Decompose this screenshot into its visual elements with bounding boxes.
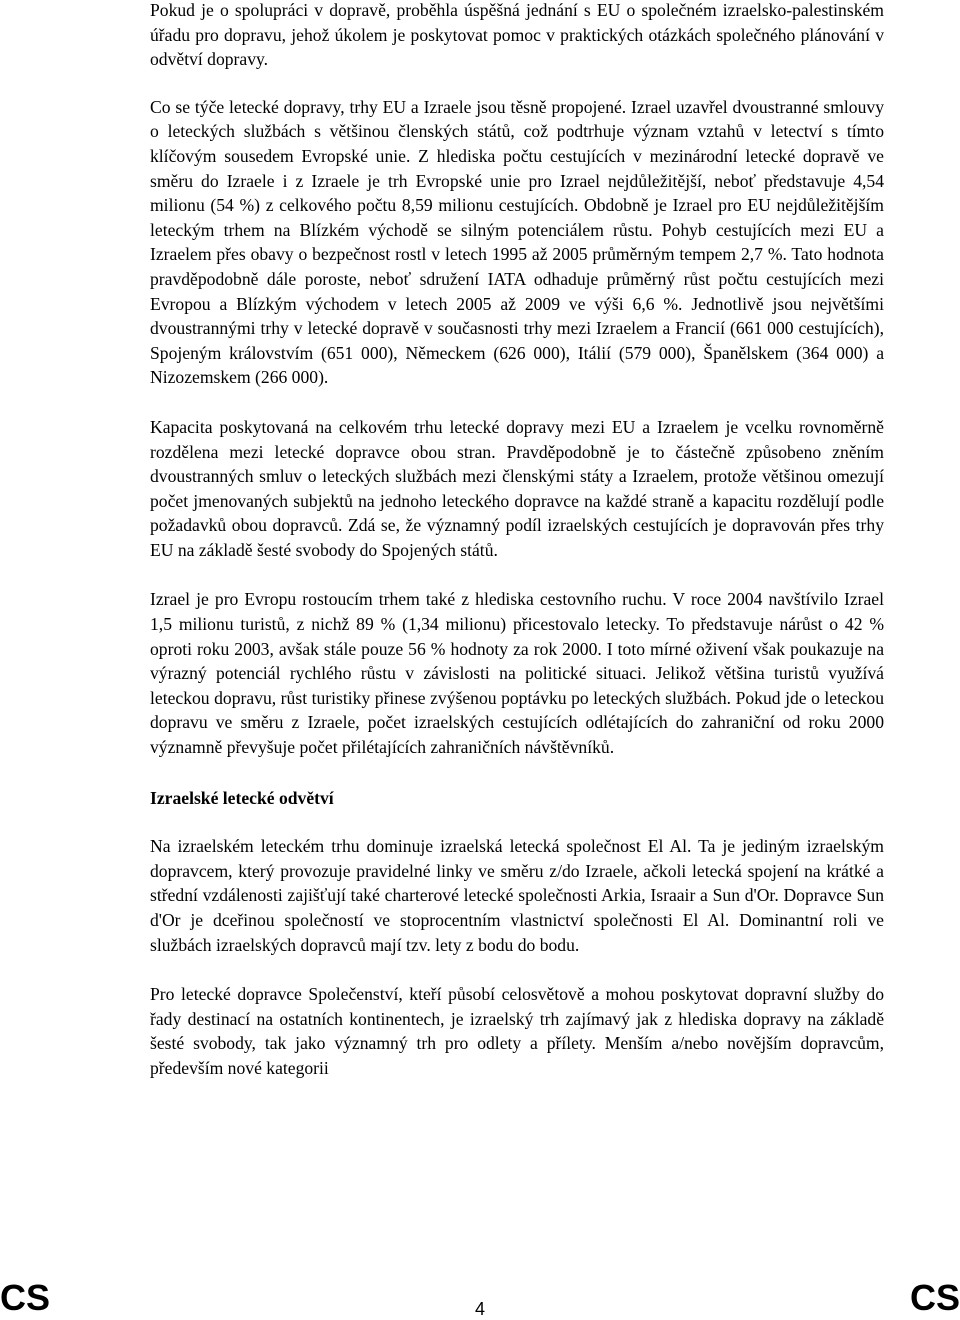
paragraph-air-transport-markets: Co se týče letecké dopravy, trhy EU a Izraele jsou těsně propojené. Izrael uzavřel dvoustranné smlouvy o leteckých službách s většinou členských států, což podtrhuje význam vztahů v letectví s tímto klíčovým sousedem Evropské unie. Z hlediska počtu cestujících v mezinárodní letecké dopravě ve směru do Izraele i z Izraele je trh Evropské unie pro Izrael nejdůležitější, neboť představuje 4,54 milionu (54 %) z celkového počtu 8,59 milionu cestujících. Obdobně je Izrael pro EU nejdůležitějším leteckým trhem na Blízkém východě se silným potenciálem růstu. Pohyb cestujících mezi EU a Izraelem přes obavy o bezpečnost rostl v letech 1995 až 2005 průměrným tempem 2,7 %. Tato hodnota pravděpodobně dále poroste, neboť sdružení IATA odhaduje průměrný růst počtu cestujících mezi Evropou a Blízkým východem v letech 2005 až 2009 ve výši 6,6 %. Jednotlivě jsou největšími dvoustrannými trhy v letecké dopravě v současnosti trhy mezi Izraelem a Francií (661 000 cestujících), Spojeným královstvím (651 000), Německem (626 000), Itálií (579 000), Španělskem (364 000) a Nizozemskem (266 000).: [150, 96, 884, 388]
document-body: [150, 0, 884, 1081]
paragraph-tourism: Izrael je pro Evropu rostoucím trhem také z hlediska cestovního ruchu. V roce 2004 navštívilo Izrael 1,5 milionu turistů, z nichž 89 % (1,34 milionu) přicestovalo letecky. To představuje nárůst o 42 % oproti roku 2003, avšak stále pouze 56 % hodnoty za rok 2000. I toto mírné oživení však poukazuje na výrazný potenciál rychlého růstu v závislosti na politické situaci. Jelikož většina turistů využívá leteckou dopravu, růst turistiky přinese zvýšenou poptávku po leteckých službách. Pokud jde o leteckou dopravu ve směru z Izraele, počet izraelských cestujících odlétajících do zahraniční od roku 2000 významně převyšuje počet přilétajících zahraničních návštěvníků.: [150, 589, 884, 758]
page-number: 4: [474, 1299, 485, 1319]
paragraph-transport-cooperation: Pokud je o spolupráci v dopravě, proběhla úspěšná jednání s EU o společném izraelsko-palestinském úřadu pro dopravu, jehož úkolem je poskytovat pomoc v praktických otázkách společného plánování v odvětví dopravy.: [150, 0, 884, 70]
footer-language-code-left: CS: [0, 1277, 51, 1318]
paragraph-capacity: Kapacita poskytovaná na celkovém trhu letecké dopravy mezi EU a Izraelem je vcelku rovnoměrně rozdělena mezi letecké dopravce obou stran. Pravděpodobně je to částečně způsobeno zněním dvoustranných smluv o leteckých službách mezi členskými státy a Izraelem, protože většinou omezují počet jmenovaných subjektů na jednoho leteckého dopravce na každé straně a kapacitu rozdělují podle požadavků obou dopravců. Zdá se, že významný podíl izraelských cestujících je dopravován přes trhy EU na základě šesté svobody do Spojených států.: [150, 416, 884, 560]
paragraph-israeli-airlines: Na izraelském leteckém trhu dominuje izraelská letecká společnost El Al. Ta je jediným izraelským dopravcem, který provozuje pravidelné linky ve směru z/do Izraele, ačkoli letecká spojení na krátké a střední vzdálenosti zajišťují také charterové letecké společnosti Arkia, Israair a Sun d'Or. Dopravce Sun d'Or je dceřinou společností ve stoprocentním vlastnictví společnosti El Al. Dominantní roli ve službách izraelských dopravců mají tzv. lety z bodu do bodu.: [150, 836, 884, 955]
section-heading: Izraelské letecké odvětví: [150, 787, 334, 808]
paragraph-community-carriers: Pro letecké dopravce Společenství, kteří působí celosvětově a mohou poskytovat dopravní služby do řady destinací na ostatních kontinentech, je izraelský trh zajímavý jak z hlediska dopravy na základě šesté svobody, tak jako významný trh pro odlety a přílety. Menším a/nebo novějším dopravcům, především nové kategorii: [150, 984, 884, 1078]
footer-language-code-right: CS: [909, 1277, 960, 1318]
